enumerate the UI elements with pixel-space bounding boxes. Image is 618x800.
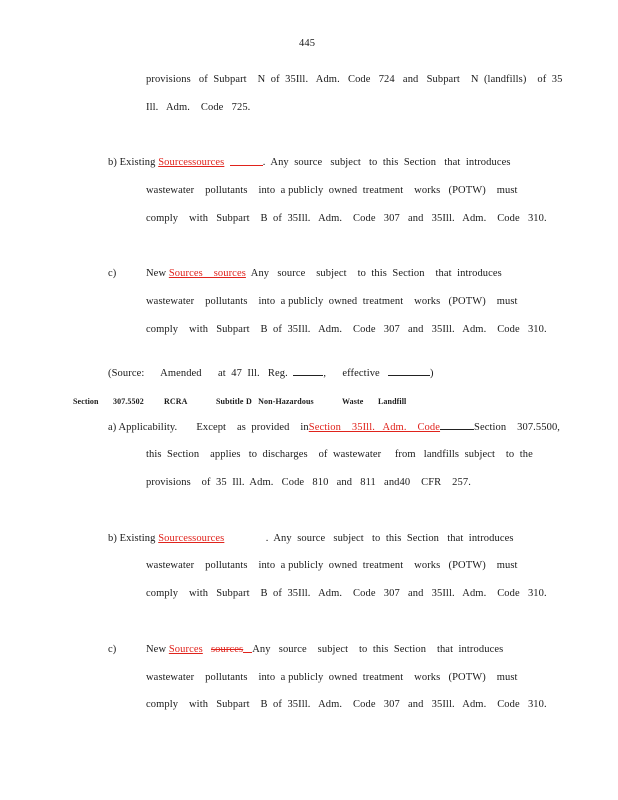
inserted-text: Section 35Ill. Adm. Code (308, 422, 441, 433)
item-label: c) (108, 268, 117, 279)
deleted-mark (230, 159, 263, 166)
text-segment: Any source subject to this Section that introduces (252, 644, 504, 655)
text-segment: New (146, 268, 169, 279)
deleted-text: sources (211, 644, 244, 655)
text-line: this Section applies to discharges of wastewater from landfills subject to the (146, 449, 533, 460)
text-segment: (Source: Amended at 47 Ill. Reg. (108, 368, 288, 379)
section-title-word: Landfill (378, 397, 407, 406)
text-segment: , effective (323, 368, 380, 379)
paragraph-c-first-line (146, 267, 502, 281)
section-title-word: D Non-Hazardous (246, 397, 314, 406)
text-segment: Any source subject to this Section that introduces (245, 268, 502, 279)
text-line: provisions of Subpart N of 35Ill. Adm. Code 724 and Subpart N (landfills) of 35 (146, 74, 563, 85)
text-line: comply with Subpart B of 35Ill. Adm. Code 307 and 35Ill. Adm. Code 310. (146, 213, 547, 224)
section-title-word: RCRA (164, 397, 188, 406)
blank-line (440, 420, 474, 430)
inserted-text: Sources sources (168, 268, 246, 279)
text-segment: . Any source subject to this Section that introduces (262, 157, 511, 168)
inserted-text: Sources (168, 644, 203, 655)
paragraph-a-first-line (108, 420, 560, 435)
inserted-text: Sourcessources (158, 157, 225, 168)
text-line: wastewater pollutants into a publicly owned treatment works (POTW) must (146, 296, 518, 307)
inserted-text: Sourcessources (158, 533, 225, 544)
blank-line (388, 365, 430, 376)
text-segment: . Any source subject to this Section that introduces (265, 533, 514, 544)
text-segment: New (146, 644, 169, 655)
section-number: 307.5502 (113, 397, 144, 406)
text-line: comply with Subpart B of 35Ill. Adm. Code 307 and 35Ill. Adm. Code 310. (146, 324, 547, 335)
text-line: Ill. Adm. Code 725. (146, 102, 251, 113)
section-title-word: Subtitle (216, 397, 244, 406)
text-segment: a) Applicability. Except as provided in (108, 422, 309, 433)
section-heading-label: Section (73, 397, 99, 406)
paragraph-c-first-line (146, 643, 503, 657)
text-line: wastewater pollutants into a publicly owned treatment works (POTW) must (146, 560, 518, 571)
section-title-word: Waste (342, 397, 364, 406)
text-segment: Section 307.5500, (474, 422, 561, 433)
text-segment: ) (430, 368, 434, 379)
item-label: b) Existing (108, 157, 159, 168)
blank-line (293, 365, 323, 376)
source-note (108, 365, 434, 381)
item-label: c) (108, 644, 117, 655)
text-line: comply with Subpart B of 35Ill. Adm. Code 307 and 35Ill. Adm. Code 310. (146, 699, 547, 710)
paragraph-b-first-line (108, 156, 511, 170)
spacer (224, 535, 230, 542)
page-number: 445 (299, 38, 316, 49)
text-line: provisions of 35 Ill. Adm. Code 810 and 811 and40 CFR 257. (146, 477, 471, 488)
text-line: wastewater pollutants into a publicly owned treatment works (POTW) must (146, 672, 518, 683)
paragraph-b-first-line (108, 532, 514, 546)
deleted-mark (243, 646, 252, 653)
item-label: b) Existing (108, 533, 159, 544)
text-line: wastewater pollutants into a publicly owned treatment works (POTW) must (146, 185, 518, 196)
text-line: comply with Subpart B of 35Ill. Adm. Code 307 and 35Ill. Adm. Code 310. (146, 588, 547, 599)
